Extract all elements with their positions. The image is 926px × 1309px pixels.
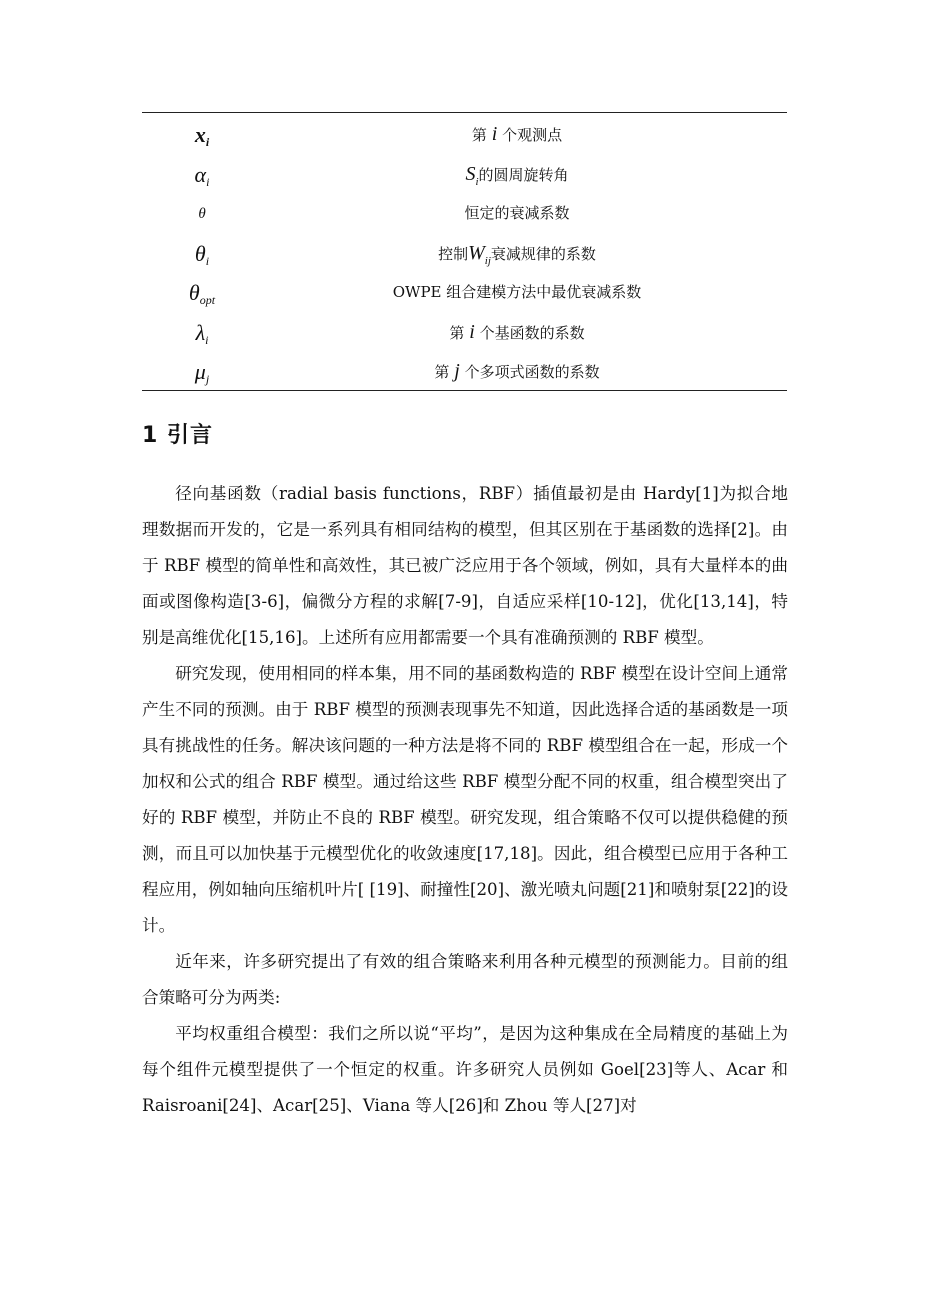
symbol-description: 恒定的衰减系数 xyxy=(464,204,570,222)
symbol-row xyxy=(142,350,787,390)
body-text xyxy=(142,476,788,1124)
symbol: $\alpha_i$ xyxy=(194,161,210,189)
paragraph: 平均权重组合模型：我们之所以说“平均”，是因为这种集成在全局精度的基础上为每个组件元模型提供了一个恒定的权重。许多研究人员例如 Goel[23]等人、Acar 和 Raisroani[24]、Acar[25]、Viana 等人[26]和 Zhou 等人[27]对 xyxy=(142,1024,788,1115)
symbol-description: 第 i 个基函数的系数 xyxy=(449,320,585,343)
symbol-description: $S_i$的圆周旋转角 xyxy=(465,162,569,188)
symbol-table xyxy=(142,112,787,391)
symbol: $\theta_i$ xyxy=(194,240,210,268)
symbol: $\mu_j$ xyxy=(194,359,210,386)
symbol-row xyxy=(142,192,787,232)
section-heading: 1 引言 xyxy=(142,423,213,448)
symbol-description: 第 j 个多项式函数的系数 xyxy=(434,360,600,382)
paragraph: 研究发现，使用相同的样本集，用不同的基函数构造的 RBF 模型在设计空间上通常产生不同的预测。由于 RBF 模型的预测表现事先不知道，因此选择合适的基函数是一项具有挑战性的任务。解决该问题的一种方法是将不同的 RBF 模型组合在一起，形成一个加权和公式的组合 RBF 模型。通过给这些 RBF 模型分配不同的权重，组合模型突出了好的 RBF 模型，并防止不良的 RBF 模型。研究发现，组合策略不仅可以提供稳健的预测，而且可以加快基于元模型优化的收敛速度[17,18]。因此，组合模型已应用于各种工程应用，例如轴向压缩机叶片[ [19]、耐撞性[20]、激光喷丸问题[21]和喷射泵[22]的设计。 xyxy=(142,664,788,935)
symbol-row xyxy=(142,232,787,272)
symbol: $x_i$ xyxy=(194,122,210,149)
symbol-description: 第 i 个观测点 xyxy=(471,123,563,145)
symbol: θ xyxy=(198,206,206,222)
symbol-description: 控制$W_{ij}$衰减规律的系数 xyxy=(438,241,596,267)
paragraph: 近年来，许多研究提出了有效的组合策略来利用各种元模型的预测能力。目前的组合策略可分为两类: xyxy=(142,952,788,1007)
symbol-row xyxy=(142,153,787,193)
symbol-row xyxy=(142,271,787,311)
symbol-row xyxy=(142,311,787,351)
symbol-description: OWPE 组合建模方法中最优衰减系数 xyxy=(392,283,642,301)
symbol: $\lambda_i$ xyxy=(195,319,209,347)
symbol: $\theta_{opt}$ xyxy=(188,280,216,307)
symbol-row xyxy=(142,113,787,153)
paragraph: 径向基函数（radial basis functions，RBF）插值最初是由 Hardy[1]为拟合地理数据而开发的，它是一系列具有相同结构的模型，但其区别在于基函数的选择[2]。由于 RBF 模型的简单性和高效性，其已被广泛应用于各个领域，例如，具有大量样本的曲面或图像构造[3-6]，偏微分方程的求解[7-9]，自适应采样[10-12]，优化[13,14]，特别是高维优化[15,16]。上述所有应用都需要一个具有准确预测的 RBF 模型。 xyxy=(142,484,788,647)
